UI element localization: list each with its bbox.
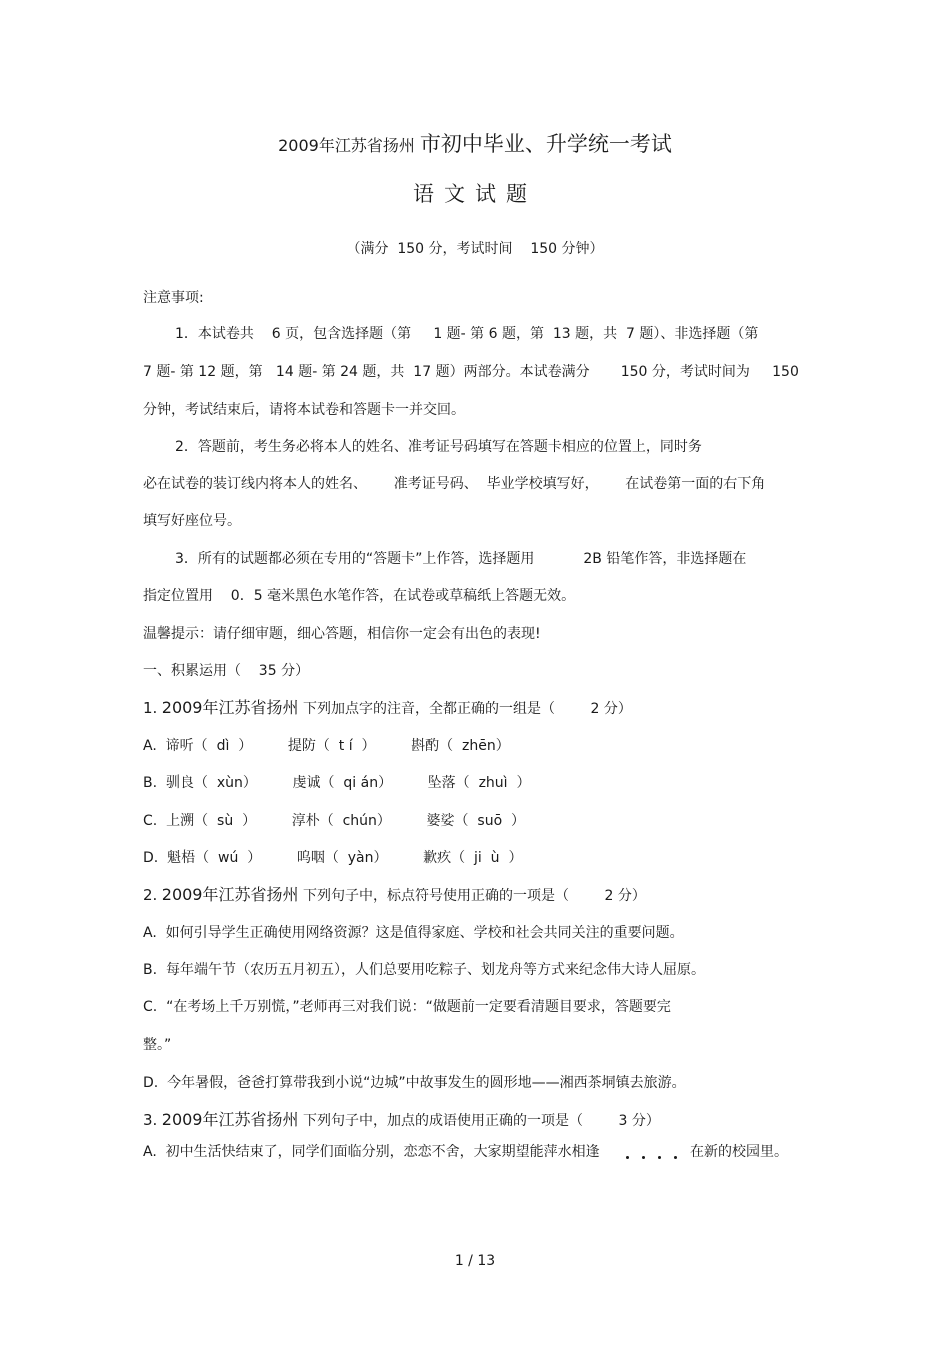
question-3-number: 3. [143,1111,158,1129]
emphasis-dot [626,1156,629,1159]
question-1-option-c: C. 上溯（ sù ） 淳朴（ chún） 婆娑（ suō ） [143,813,526,829]
emphasis-dot [658,1156,661,1159]
question-2-option-d: D. 今年暑假，爸爸打算带我到小说“边城”中故事发生的圆形地——湘西茶垌镇去旅游。 [143,1075,686,1091]
question-2-text: 下列句子中，标点符号使用正确的一项是（ 2 分） [298,888,646,904]
exam-title [0,128,950,158]
question-2-stem [143,886,646,905]
question-3-option-a-part-1: A. 初中生活快结束了，同学们面临分别，恋恋不舍，大家期望能萍水相逢 [143,1144,600,1160]
note-2-line-1: 2．答题前，考生务必将本人的姓名、准考证号码填写在答题卡相应的位置上，同时务 [175,439,702,455]
question-3-option-a-part-2: 在新的校园里。 [690,1144,788,1160]
note-2-line-2: 必在试卷的装订线内将本人的姓名、 准考证号码、 毕业学校填写好， 在试卷第一面的右下角 [143,476,766,492]
emphasis-dot [642,1156,645,1159]
question-1-option-a: A. 谛听（ dì ） 提防（ t í ） 斟酌（ zhēn） [143,738,510,754]
question-2-option-a: A. 如何引导学生正确使用网络资源？这是值得家庭、学校和社会共同关注的重要问题。 [143,925,684,941]
score-info: （满分 150 分，考试时间 150 分钟） [346,241,604,257]
question-3-stem [143,1111,660,1130]
note-1-line-1: 1．本试卷共 6 页，包含选择题（第 1 题- 第 6 题，第 13 题，共 7 题）、非选择题（第 [175,326,759,342]
notes-heading: 注意事项: [143,290,204,306]
question-1-source: 2009年江苏省扬州 [161,698,299,717]
question-1-option-d: D. 魁梧（ wú ） 呜咽（ yàn） 歉疚（ ji ù ） [143,850,523,866]
section-1-heading: 一、积累运用（ 35 分） [143,663,310,679]
question-2-option-c-line-1: C. “在考场上千万别慌，”老师再三对我们说：“做题前一定要看清题目要求，答题要完 [143,999,671,1015]
question-1-number: 1. [143,699,158,717]
note-3-line-1: 3．所有的试题都必须在专用的“答题卡”上作答，选择题用 2B 铅笔作答，非选择题在 [175,551,747,567]
question-2-option-c-line-2: 整。” [143,1037,172,1053]
note-1-line-2: 7 题- 第 12 题，第 14 题- 第 24 题，共 17 题）两部分。本试卷满分 150 分，考试时间为 150 [143,364,799,380]
question-3-source: 2009年江苏省扬州 [161,1110,299,1129]
question-1-stem [143,699,632,718]
question-1-text: 下列加点字的注音，全都正确的一组是（ 2 分） [298,701,632,717]
question-2-option-b: B. 每年端午节（农历五月初五），人们总要用吃粽子、划龙舟等方式来纪念伟大诗人屈原。 [143,962,705,978]
exam-subject: 语文试题 [413,182,537,206]
note-3-line-2: 指定位置用 0．5 毫米黑色水笔作答，在试卷或草稿纸上答题无效。 [143,588,576,604]
exam-title-part1: 2009年江苏省扬州 [278,136,420,155]
emphasis-dots [624,1156,680,1162]
page-number: 1 / 13 [454,1253,496,1269]
question-2-number: 2. [143,886,158,904]
note-1-line-3: 分钟，考试结束后，请将本试卷和答题卡一并交回。 [143,402,465,418]
exam-title-part2: 市初中毕业、升学统一考试 [419,132,672,156]
question-2-source: 2009年江苏省扬州 [161,885,299,904]
question-3-text: 下列句子中，加点的成语使用正确的一项是（ 3 分） [298,1113,660,1129]
note-2-line-3: 填写好座位号。 [143,513,241,529]
question-1-option-b: B. 驯良（ xùn） 虔诚（ qi án） 坠落（ zhuì ） [143,775,531,791]
emphasis-dot [674,1156,677,1159]
warm-tip: 温馨提示：请仔细审题，细心答题，相信你一定会有出色的表现! [143,626,541,642]
